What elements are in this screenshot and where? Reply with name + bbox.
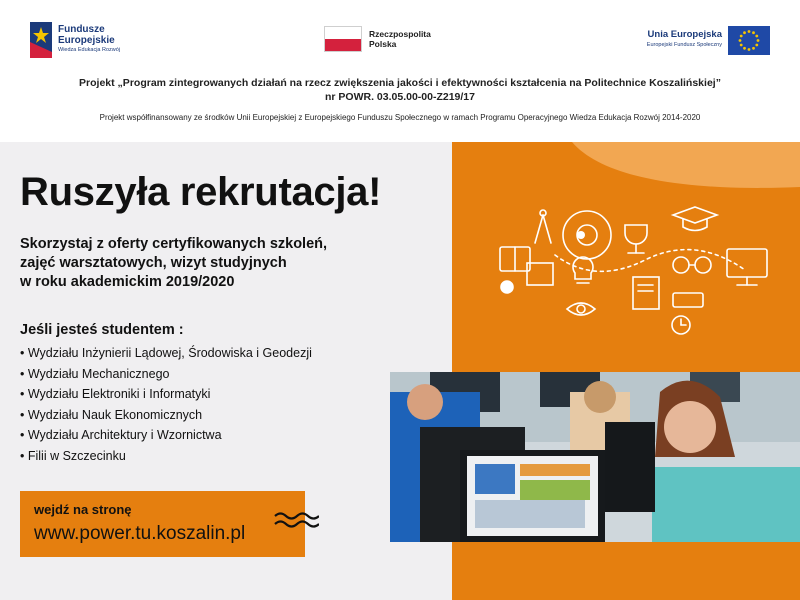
compass-icon: [535, 210, 551, 243]
header: [0, 0, 800, 142]
project-title-line1: Projekt „Program zintegrowanych działań na rzecz zwiększenia jakości i efektywności kształcenia na Politechnice Koszalińskiej”: [79, 77, 721, 89]
gear-icon: [563, 211, 611, 259]
offer-line: w roku akademickim 2019/2020: [20, 274, 235, 290]
eye-icon: [567, 303, 595, 315]
cta-url-link[interactable]: www.power.tu.koszalin.pl: [34, 523, 246, 544]
eu-funds-star-icon: [30, 22, 52, 58]
clock-icon: [672, 316, 690, 334]
project-title: [0, 76, 800, 104]
monitor-icon: [727, 249, 767, 285]
fundusze-europejskie-logo: [30, 22, 140, 62]
student-heading: Jeśli jesteś studentem :: [20, 322, 184, 338]
graduation-cap-icon: [673, 207, 717, 231]
wave-icon: [273, 510, 319, 530]
glasses-icon: [673, 257, 711, 273]
ue-logo-line1: Unia Europejska: [647, 29, 722, 40]
faculty-item: • Filii w Szczecinku: [20, 448, 126, 463]
faculty-item: • Wydziału Nauk Ekonomicznych: [20, 407, 203, 422]
cofinancing-note: Projekt współfinansowany ze środków Unii Europejskiej z Europejskiego Funduszu Społecznego w ramach Programu Operacyjnego Wiedza Edukacja Rozwój 2014-2020: [99, 113, 701, 122]
trophy-icon: [625, 225, 647, 253]
polish-flag-icon: [324, 26, 362, 52]
faculty-list: [20, 343, 312, 466]
fe-logo-sub: Wiedza Edukacja Rozwój: [58, 47, 121, 53]
faculty-item: • Wydziału Elektroniki i Informatyki: [20, 387, 211, 401]
keyboard-icon: [673, 293, 703, 307]
page-headline: Ruszyła rekrutacja!: [20, 170, 382, 214]
rp-logo-line2: Polska: [369, 39, 397, 49]
students-at-computers-photo: [390, 372, 800, 542]
rzeczpospolita-polska-logo: [324, 26, 454, 56]
fe-logo-line2: Europejskie: [58, 35, 115, 46]
unia-europejska-logo: [610, 26, 770, 58]
ue-logo-line2: Europejski Fundusz Społeczny: [646, 42, 722, 48]
eu-flag-icon: [728, 26, 770, 55]
faculty-item: • Wydziału Inżynierii Lądowej, Środowiska i Geodezji: [20, 346, 312, 360]
fe-logo-line1: Fundusze: [58, 24, 105, 35]
offer-line: Skorzystaj z oferty certyfikowanych szkoleń,: [20, 236, 328, 252]
offer-text: [20, 235, 327, 292]
books-icon: [500, 247, 553, 285]
rp-logo-line1: Rzeczpospolita: [369, 29, 431, 39]
education-icons-illustration: [495, 185, 785, 345]
website-cta-box[interactable]: [20, 491, 305, 557]
certificate-icon: [633, 277, 659, 309]
offer-line: zajęć warsztatowych, wizyt studyjnych: [20, 255, 287, 271]
faculty-item: • Wydziału Mechanicznego: [20, 366, 170, 381]
faculty-item: • Wydziału Architektury i Wzornictwa: [20, 428, 222, 442]
cta-label: wejdź na stronę: [34, 502, 132, 517]
project-title-line2: nr POWR. 03.05.00-00-Z219/17: [325, 91, 475, 103]
